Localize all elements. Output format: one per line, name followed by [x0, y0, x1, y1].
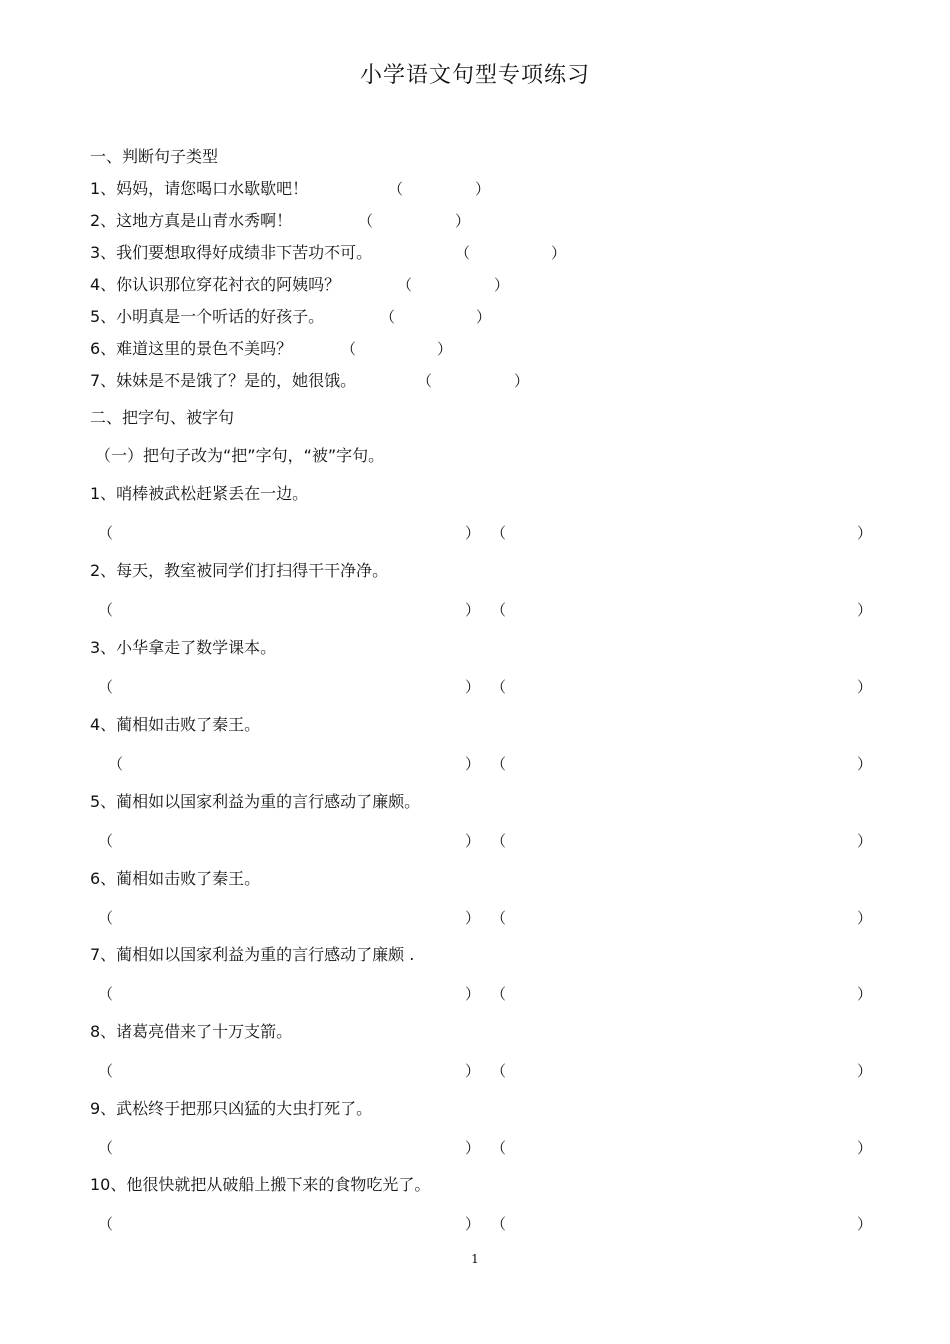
rewrite-item: 8、诸葛亮借来了十万支箭。 [90, 1022, 293, 1041]
ba-answer-paren-open: （ [108, 755, 124, 773]
ba-answer-paren-close: ） [465, 1215, 481, 1233]
answer-paren-close: ） [494, 276, 510, 294]
bei-answer-paren-close: ） [857, 678, 873, 696]
answer-blank[interactable] [359, 339, 437, 359]
bei-answer-paren-open: （ [491, 1139, 507, 1157]
ba-answer-paren-close: ） [465, 832, 481, 850]
ba-answer-paren-open: （ [98, 832, 114, 850]
ba-answer-paren-close: ） [465, 1139, 481, 1157]
ba-answer-paren-close: ） [465, 601, 481, 619]
bei-answer-paren-close: ） [857, 832, 873, 850]
page-number: 1 [471, 1252, 479, 1266]
bei-answer-paren-close: ） [857, 1215, 873, 1233]
judge-item: 4、你认识那位穿花衬衣的阿姨吗？ [90, 275, 341, 294]
answer-paren-close: ） [514, 372, 530, 390]
bei-answer-blank[interactable] [509, 984, 857, 1004]
ba-answer-paren-open: （ [98, 1139, 114, 1157]
rewrite-item: 1、哨棒被武松赶紧丢在一边。 [90, 484, 309, 503]
ba-answer-paren-open: （ [98, 524, 114, 542]
ba-answer-blank[interactable] [116, 831, 465, 851]
answer-paren-open: （ [397, 276, 413, 294]
rewrite-item: 4、蔺相如击败了秦王。 [90, 715, 261, 734]
bei-answer-paren-open: （ [491, 832, 507, 850]
answer-paren-close: ） [455, 212, 471, 230]
bei-answer-blank[interactable] [509, 908, 857, 928]
answer-blank[interactable] [435, 371, 514, 391]
ba-answer-blank[interactable] [116, 984, 465, 1004]
section2-heading: 二、把字句、被字句 [90, 408, 235, 427]
bei-answer-blank[interactable] [509, 1061, 857, 1081]
bei-answer-blank[interactable] [509, 600, 857, 620]
ba-answer-paren-close: ） [465, 524, 481, 542]
ba-answer-blank[interactable] [116, 523, 465, 543]
bei-answer-paren-close: ） [857, 755, 873, 773]
ba-answer-paren-close: ） [465, 909, 481, 927]
rewrite-item: 7、蔺相如以国家利益为重的言行感动了廉颇 . [90, 945, 415, 964]
rewrite-item: 3、小华拿走了数学课本。 [90, 638, 277, 657]
answer-blank[interactable] [406, 179, 475, 199]
bei-answer-paren-close: ） [857, 1062, 873, 1080]
ba-answer-paren-open: （ [98, 1062, 114, 1080]
bei-answer-blank[interactable] [509, 754, 857, 774]
judge-item: 5、小明真是一个听话的好孩子。 [90, 307, 325, 326]
judge-item: 6、难道这里的景色不美吗？ [90, 339, 293, 358]
ba-answer-blank[interactable] [116, 1214, 465, 1234]
answer-paren-close: ） [475, 180, 491, 198]
ba-answer-blank[interactable] [116, 908, 465, 928]
answer-blank[interactable] [415, 275, 494, 295]
section2-subheading: （一）把句子改为“把”字句，“被”字句。 [95, 446, 385, 465]
answer-paren-close: ） [437, 340, 453, 358]
answer-paren-close: ） [476, 308, 492, 326]
answer-paren-open: （ [455, 244, 471, 262]
bei-answer-paren-open: （ [491, 601, 507, 619]
answer-paren-open: （ [388, 180, 404, 198]
bei-answer-blank[interactable] [509, 523, 857, 543]
answer-blank[interactable] [473, 243, 551, 263]
ba-answer-paren-close: ） [465, 1062, 481, 1080]
judge-item: 2、这地方真是山青水秀啊！ [90, 211, 293, 230]
bei-answer-paren-close: ） [857, 909, 873, 927]
ba-answer-blank[interactable] [116, 677, 465, 697]
bei-answer-blank[interactable] [509, 831, 857, 851]
bei-answer-paren-open: （ [491, 1215, 507, 1233]
bei-answer-paren-open: （ [491, 524, 507, 542]
rewrite-item: 6、蔺相如击败了秦王。 [90, 869, 261, 888]
bei-answer-paren-close: ） [857, 524, 873, 542]
bei-answer-blank[interactable] [509, 1138, 857, 1158]
rewrite-item: 9、武松终于把那只凶猛的大虫打死了。 [90, 1099, 373, 1118]
section1-heading: 一、判断句子类型 [90, 147, 219, 166]
ba-answer-paren-open: （ [98, 909, 114, 927]
bei-answer-paren-close: ） [857, 985, 873, 1003]
answer-blank[interactable] [376, 211, 455, 231]
judge-item: 3、我们要想取得好成绩非下苦功不可。 [90, 243, 373, 262]
bei-answer-paren-open: （ [491, 909, 507, 927]
ba-answer-blank[interactable] [116, 600, 465, 620]
ba-answer-paren-close: ） [465, 985, 481, 1003]
ba-answer-paren-close: ） [465, 678, 481, 696]
ba-answer-paren-open: （ [98, 985, 114, 1003]
ba-answer-blank[interactable] [116, 1138, 465, 1158]
rewrite-item: 5、蔺相如以国家利益为重的言行感动了廉颇。 [90, 792, 421, 811]
bei-answer-paren-open: （ [491, 985, 507, 1003]
bei-answer-paren-open: （ [491, 755, 507, 773]
bei-answer-blank[interactable] [509, 1214, 857, 1234]
rewrite-item: 10、他很快就把从破船上搬下来的食物吃光了。 [90, 1175, 431, 1194]
document-title: 小学语文句型专项练习 [359, 63, 590, 88]
answer-paren-open: （ [358, 212, 374, 230]
answer-paren-close: ） [551, 244, 567, 262]
bei-answer-paren-close: ） [857, 601, 873, 619]
judge-item: 7、妹妹是不是饿了？是的，她很饿。 [90, 371, 357, 390]
bei-answer-paren-close: ） [857, 1139, 873, 1157]
ba-answer-blank[interactable] [126, 754, 465, 774]
bei-answer-blank[interactable] [509, 677, 857, 697]
bei-answer-paren-open: （ [491, 678, 507, 696]
ba-answer-blank[interactable] [116, 1061, 465, 1081]
judge-item: 1、妈妈，请您喝口水歇歇吧！ [90, 179, 309, 198]
answer-blank[interactable] [398, 307, 476, 327]
bei-answer-paren-open: （ [491, 1062, 507, 1080]
ba-answer-paren-open: （ [98, 678, 114, 696]
answer-paren-open: （ [341, 340, 357, 358]
ba-answer-paren-close: ） [465, 755, 481, 773]
ba-answer-paren-open: （ [98, 1215, 114, 1233]
ba-answer-paren-open: （ [98, 601, 114, 619]
answer-paren-open: （ [417, 372, 433, 390]
rewrite-item: 2、每天，教室被同学们打扫得干干净净。 [90, 561, 389, 580]
answer-paren-open: （ [380, 308, 396, 326]
